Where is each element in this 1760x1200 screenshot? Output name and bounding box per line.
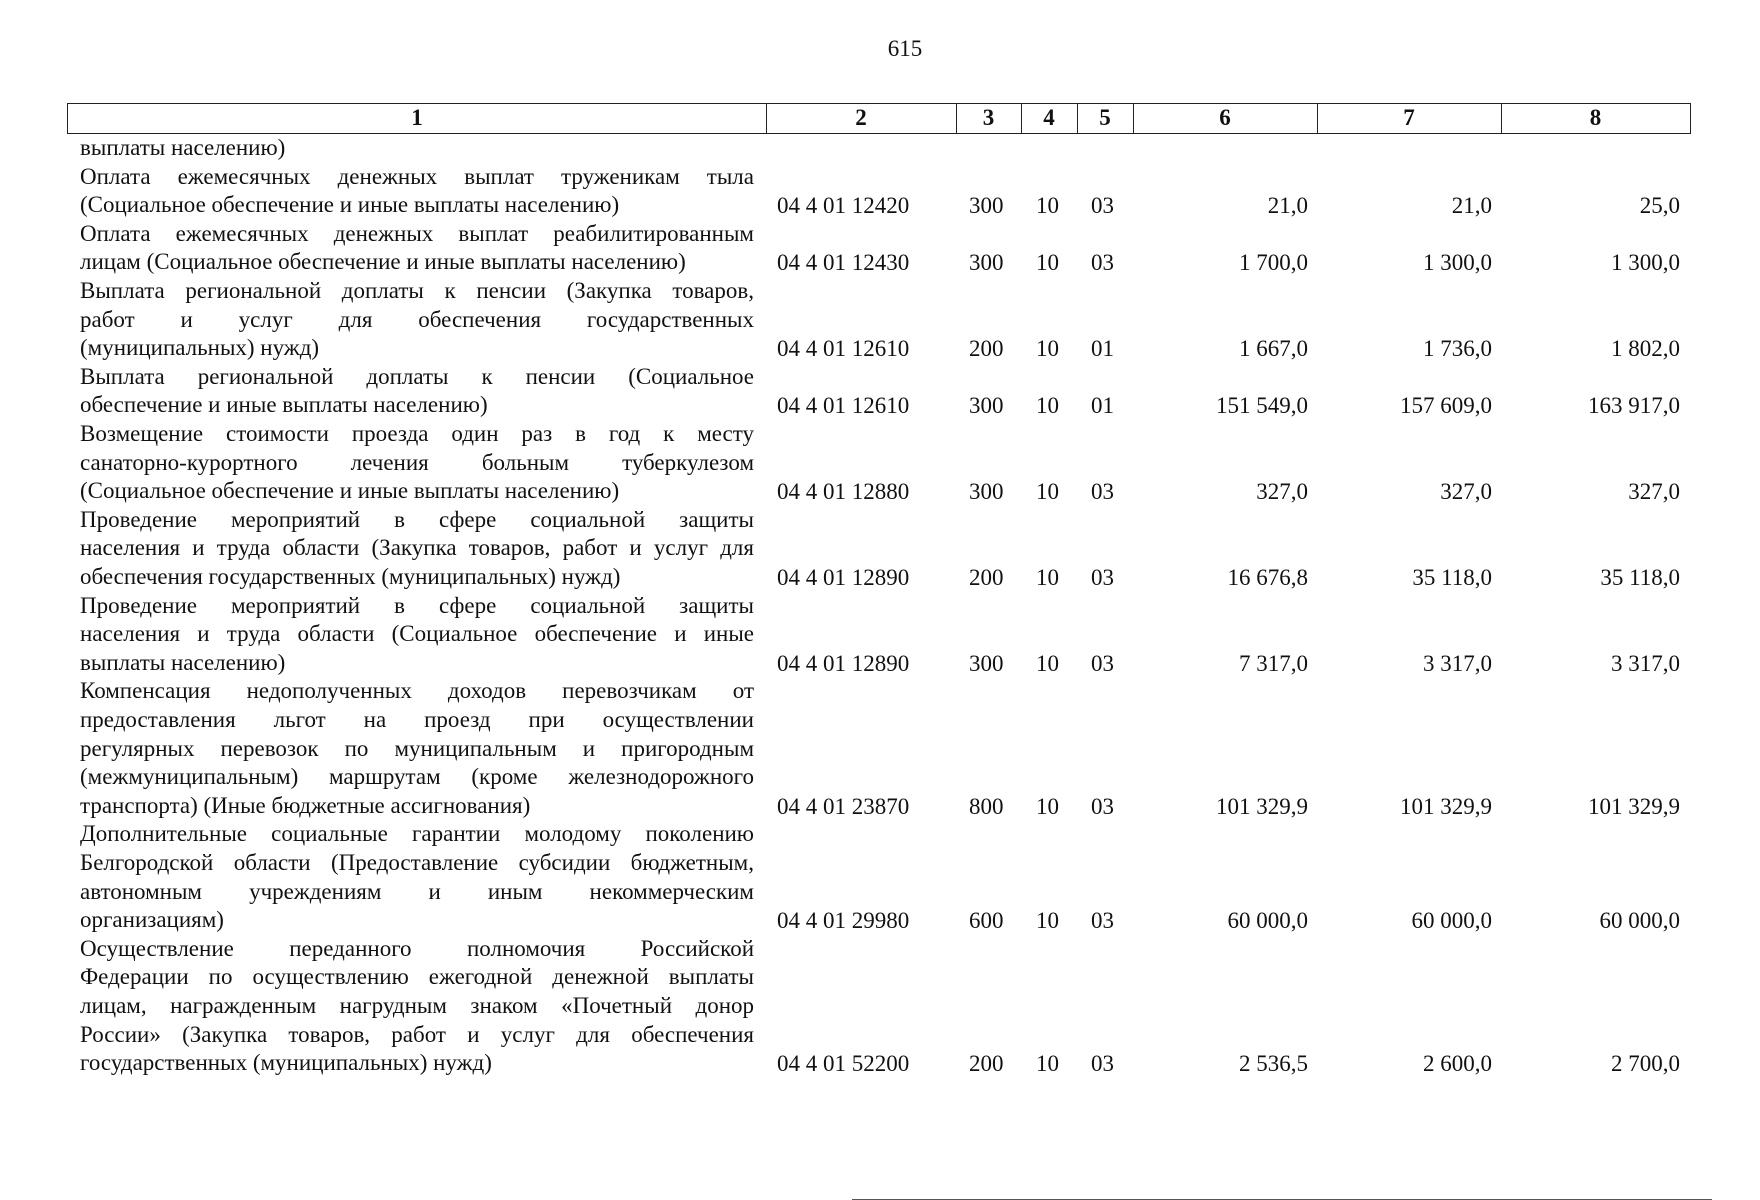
row-description: [80, 163, 754, 220]
description-line: обеспечение и иные выплаты населению): [80, 392, 488, 418]
row-description: [80, 935, 754, 1078]
expense-type: 200: [969, 336, 1004, 362]
row-description: [80, 363, 754, 420]
subsection: 03: [1091, 650, 1114, 676]
amount-col-6: 327,0: [1256, 479, 1308, 505]
budget-code: 04 4 01 23870: [777, 793, 910, 819]
description-line: России» (Закупка товаров, работ и услуг для обеспечения: [80, 1021, 754, 1047]
expense-type: 300: [969, 479, 1004, 505]
description-line: (межмуниципальным) маршрутам (кроме железнодорожного: [80, 764, 754, 790]
amount-col-7: 327,0: [1440, 479, 1492, 505]
amount-col-8: 101 329,9: [1588, 793, 1680, 819]
subsection: 03: [1091, 908, 1114, 934]
header-cell-3: 3: [956, 103, 1022, 134]
description-line: транспорта) (Иные бюджетные ассигнования): [80, 792, 531, 818]
subsection: 03: [1091, 479, 1114, 505]
description-line: Федерации по осуществлению ежегодной денежной выплаты: [80, 964, 754, 990]
amount-col-6: 101 329,9: [1216, 793, 1308, 819]
row-description: [80, 820, 754, 934]
description-line: Белгородской области (Предоставление субсидии бюджетным,: [80, 849, 754, 875]
amount-col-8: 60 000,0: [1599, 908, 1680, 934]
budget-code: 04 4 01 12420: [777, 193, 910, 219]
amount-col-7: 21,0: [1451, 193, 1492, 219]
amount-col-8: 25,0: [1639, 193, 1680, 219]
description-line: Проведение мероприятий в сфере социальной защиты: [80, 506, 754, 532]
description-line: организациям): [80, 907, 224, 933]
row-description: [80, 277, 754, 363]
budget-code: 04 4 01 12880: [777, 479, 910, 505]
amount-col-6: 60 000,0: [1227, 908, 1308, 934]
amount-col-6: 16 676,8: [1227, 565, 1308, 590]
amount-col-7: 101 329,9: [1400, 793, 1492, 819]
expense-type: 300: [969, 650, 1004, 676]
amount-col-6: 7 317,0: [1239, 650, 1308, 676]
description-line: регулярных перевозок по муниципальным и пригородным: [80, 735, 754, 761]
budget-code: 04 4 01 12430: [777, 250, 910, 276]
amount-col-8: 2 700,0: [1611, 1051, 1680, 1077]
row-description: [80, 420, 754, 506]
expense-type: 200: [969, 1051, 1004, 1077]
amount-col-8: 327,0: [1628, 479, 1680, 505]
amount-col-8: 163 917,0: [1588, 393, 1680, 419]
description-line: Выплата региональной доплаты к пенсии (Закупка товаров,: [80, 278, 754, 303]
subsection: 01: [1091, 393, 1114, 419]
subsection: 01: [1091, 336, 1114, 362]
description-line: (муниципальных) нужд): [80, 335, 320, 361]
amount-col-7: 3 317,0: [1423, 650, 1492, 676]
expense-type: 300: [969, 193, 1004, 219]
description-line: Проведение мероприятий в сфере социальной защиты: [80, 592, 754, 618]
section: 10: [1036, 793, 1059, 819]
section: 10: [1036, 393, 1059, 419]
description-line: Возмещение стоимости проезда один раз в год к месту: [80, 421, 754, 446]
row-description: [80, 506, 754, 592]
row-description: [80, 592, 754, 678]
amount-col-7: 1 300,0: [1423, 250, 1492, 276]
description-line: обеспечения государственных (муниципальных) нужд): [80, 563, 621, 589]
amount-col-6: 1 667,0: [1239, 336, 1308, 362]
description-line: лицам (Социальное обеспечение и иные выплаты населению): [80, 249, 686, 275]
amount-col-6: 1 700,0: [1239, 250, 1308, 276]
description-line: Выплата региональной доплаты к пенсии (Социальное: [80, 363, 754, 389]
description-line: населения и труда области (Закупка товаров, работ и услуг для: [80, 535, 754, 561]
header-cell-5: 5: [1077, 103, 1134, 134]
amount-col-8: 1 802,0: [1611, 336, 1680, 362]
description-line: Компенсация недополученных доходов перевозчикам от: [80, 678, 754, 704]
expense-type: 800: [969, 793, 1004, 819]
amount-col-7: 2 600,0: [1423, 1051, 1492, 1077]
description-line: (Социальное обеспечение и иные выплаты населению): [80, 192, 620, 218]
description-line: выплаты населению): [80, 649, 286, 675]
subsection: 03: [1091, 565, 1114, 590]
description-line: лицам, награжденным нагрудным знаком «Почетный донор: [80, 992, 754, 1018]
description-line: государственных (муниципальных) нужд): [80, 1050, 492, 1076]
description-line: (Социальное обеспечение и иные выплаты населению): [80, 478, 620, 504]
budget-code: 04 4 01 29980: [777, 908, 910, 934]
subsection: 03: [1091, 250, 1114, 276]
subsection: 03: [1091, 1051, 1114, 1077]
section: 10: [1036, 336, 1059, 362]
section: 10: [1036, 565, 1059, 590]
section: 10: [1036, 479, 1059, 505]
amount-col-7: 35 118,0: [1412, 565, 1492, 590]
amount-col-6: 21,0: [1267, 193, 1308, 219]
description-line: Дополнительные социальные гарантии молодому поколению: [80, 821, 754, 847]
description-line: санаторно-курортного лечения больным туберкулезом: [80, 449, 754, 475]
amount-col-6: 151 549,0: [1216, 393, 1308, 419]
amount-col-7: 157 609,0: [1400, 393, 1492, 419]
amount-col-6: 2 536,5: [1239, 1051, 1308, 1077]
section: 10: [1036, 1051, 1059, 1077]
description-line: Оплата ежемесячных денежных выплат труженикам тыла: [80, 163, 754, 189]
header-cell-6: 6: [1133, 103, 1318, 134]
continuation-text: выплаты населению): [80, 135, 286, 160]
row-description: [80, 220, 754, 277]
amount-col-8: 3 317,0: [1611, 650, 1680, 676]
subsection: 03: [1091, 793, 1114, 819]
header-cell-2: 2: [766, 103, 957, 134]
section: 10: [1036, 193, 1059, 219]
page-number: 615: [887, 36, 923, 61]
amount-col-8: 35 118,0: [1600, 565, 1680, 590]
budget-code: 04 4 01 12610: [777, 336, 910, 362]
budget-code: 04 4 01 12890: [777, 565, 910, 590]
expense-type: 600: [969, 908, 1004, 934]
budget-code: 04 4 01 12610: [777, 393, 910, 419]
header-cell-8: 8: [1501, 103, 1691, 134]
budget-code: 04 4 01 12890: [777, 650, 910, 676]
description-line: автономным учреждениям и иным некоммерческим: [80, 878, 754, 904]
expense-type: 300: [969, 393, 1004, 419]
row-description: [80, 677, 754, 820]
header-cell-1: 1: [67, 103, 767, 134]
expense-type: 300: [969, 250, 1004, 276]
amount-col-7: 1 736,0: [1423, 336, 1492, 362]
amount-col-8: 1 300,0: [1611, 250, 1680, 276]
description-line: Оплата ежемесячных денежных выплат реабилитированным: [80, 220, 754, 246]
header-cell-7: 7: [1317, 103, 1502, 134]
description-line: предоставления льгот на проезд при осуществлении: [80, 706, 754, 732]
expense-type: 200: [969, 565, 1004, 590]
section: 10: [1036, 908, 1059, 934]
amount-col-7: 60 000,0: [1411, 908, 1492, 934]
description-line: Осуществление переданного полномочия Российской: [80, 935, 754, 961]
subsection: 03: [1091, 193, 1114, 219]
header-cell-4: 4: [1021, 103, 1078, 134]
section: 10: [1036, 650, 1059, 676]
description-line: населения и труда области (Социальное обеспечение и иные: [80, 621, 754, 647]
section: 10: [1036, 250, 1059, 276]
budget-code: 04 4 01 52200: [777, 1051, 910, 1077]
description-line: работ и услуг для обеспечения государственных: [80, 306, 754, 332]
